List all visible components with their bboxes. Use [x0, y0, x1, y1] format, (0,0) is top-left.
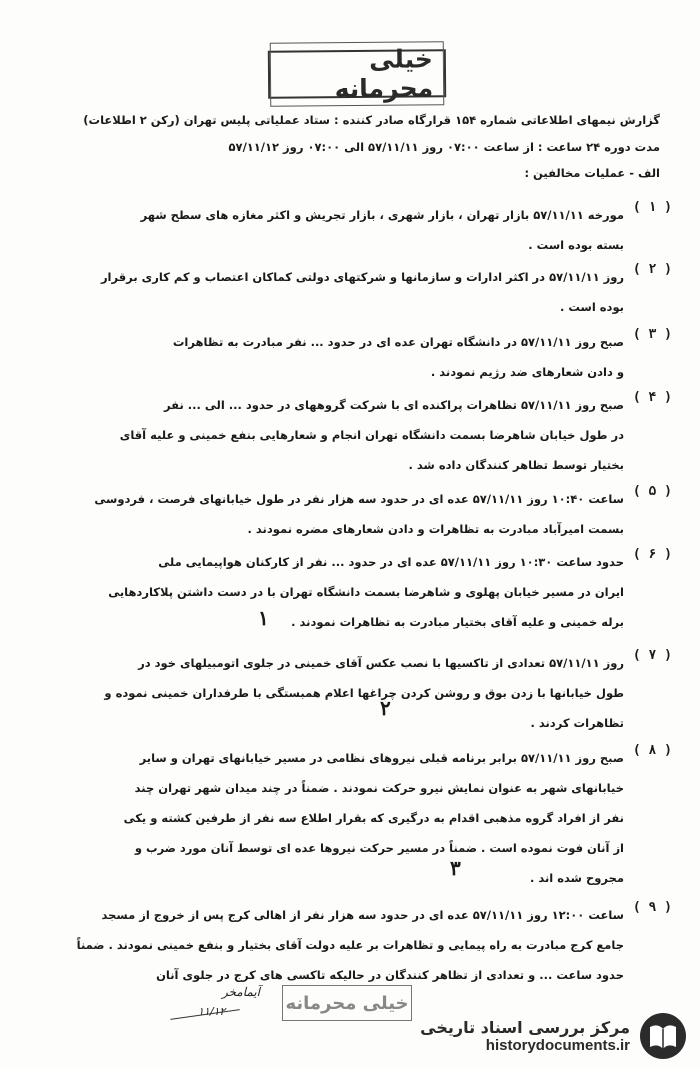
item-line: حدود ساعت ... و تعدادی از تظاهر کنندگان در حالیکه تاکسی های کرج در جلوی آنان	[156, 968, 624, 982]
watermark-text-fa: مرکز بررسی اسناد تاریخی	[420, 1018, 630, 1037]
classification-stamp-text: خیلی محرمانه	[270, 41, 445, 107]
report-period-line: مدت دوره ۲۴ ساعت : از ساعت ۰۷:۰۰ روز ۵۷/۱۱/۱۱ الی ۰۷:۰۰ روز ۵۷/۱۱/۱۲	[228, 140, 660, 154]
item-line: ساعت ۱۲:۰۰ روز ۵۷/۱۱/۱۱ عده ای در حدود سه هزار نفر از اهالی کرج پس از خروج از مسجد	[101, 908, 624, 922]
signature-name: آیمامخر	[221, 985, 260, 999]
item-number: ( ۶ )	[632, 547, 672, 562]
item-line: حدود ساعت ۱۰:۳۰ روز ۵۷/۱۱/۱۱ عده ای در حدود ... نفر از کارکنان هواپیمایی ملی	[158, 555, 624, 569]
item-line: بوده است .	[559, 300, 624, 314]
classification-stamp	[268, 44, 446, 104]
item-number: ( ۹ )	[632, 900, 672, 915]
item-number: ( ۴ )	[632, 390, 672, 405]
item-line: ساعت ۱۰:۴۰ روز ۵۷/۱۱/۱۱ عده ای در حدود سه هزار نفر در طول خیابانهای فرصت ، فردوسی	[94, 492, 624, 506]
item-line: بسمت امیرآباد مبادرت به تظاهرات و دادن شعارهای مضره نمودند .	[247, 522, 624, 536]
item-number: ( ۲ )	[632, 262, 672, 277]
margin-mark-1: ۱	[258, 606, 269, 630]
item-line: بختیار توسط تظاهر کنندگان داده شد .	[408, 458, 624, 472]
item-line: ایران در مسیر خیابان پهلوی و شاهرضا بسمت دانشگاه تهران با در دست داشتن پلاکاردهایی	[108, 585, 624, 599]
signature-date: ۱۱/۱۲	[198, 1005, 226, 1018]
item-line: تظاهرات کردند .	[530, 716, 624, 730]
item-line: بسته بوده است .	[528, 238, 624, 252]
watermark	[398, 1008, 688, 1064]
item-line: مورخه ۵۷/۱۱/۱۱ بازار تهران ، بازار شهری ، بازار تجریش و اکثر مغازه های سطح شهر	[140, 208, 624, 222]
item-number: ( ۱ )	[632, 200, 672, 215]
item-line: جامع کرج مبادرت به راه پیمایی و تظاهرات بر علیه دولت آقای بختیار و بنفع خمینی نمودند . ضمناً	[76, 938, 624, 952]
item-line: طول خیابانها با زدن بوق و روشن کردن چراغها اعلام همبستگی با طرفداران خمینی نموده و	[104, 686, 624, 700]
margin-mark-2: ۲	[380, 696, 391, 720]
item-line: از آنان فوت نموده است . ضمناً در مسیر حرکت نیروها عده ای توسط آنان مورد ضرب و	[134, 841, 624, 855]
report-title-line: گزارش نیمهای اطلاعاتی شماره ۱۵۴ قرارگاه صادر کننده : ستاد عملیاتی پلیس تهران (رکن ۲ اطلاعات)	[83, 113, 660, 127]
section-heading: الف - عملیات مخالفین :	[524, 166, 660, 180]
item-line: برله خمینی و علیه آقای بختیار مبادرت به تظاهرات نمودند .	[291, 615, 624, 629]
item-line: صبح روز ۵۷/۱۱/۱۱ تظاهرات پراکنده ای با شرکت گروههای در حدود ... الی ... نفر	[164, 398, 624, 412]
item-number: ( ۸ )	[632, 743, 672, 758]
book-logo-icon	[638, 1011, 688, 1061]
margin-mark-3: ۳	[450, 856, 461, 880]
item-number: ( ۳ )	[632, 327, 672, 342]
item-line: در طول خیابان شاهرضا بسمت دانشگاه تهران انجام و شعارهایی بنفع خمینی و علیه آقای	[119, 428, 624, 442]
classification-stamp-bottom: خیلی محرمانه	[282, 985, 412, 1021]
item-line: خیابانهای شهر به عنوان نمایش نیرو حرکت نمودند . ضمناً در چند میدان شهر تهران چند	[134, 781, 624, 795]
item-line: روز ۵۷/۱۱/۱۱ تعدادی از تاکسیها با نصب عکس آقای خمینی در جلوی اتومبیلهای خود در	[138, 656, 624, 670]
item-line: صبح روز ۵۷/۱۱/۱۱ برابر برنامه قبلی نیروهای نظامی در مسیر خیابانهای تهران و سایر	[139, 751, 624, 765]
item-line: نفر از افراد گروه مذهبی اقدام به درگیری که بقرار اطلاع سه نفر از طرفین کشته و یکی	[123, 811, 624, 825]
item-line: مجروح شده اند .	[529, 871, 624, 885]
item-number: ( ۵ )	[632, 484, 672, 499]
watermark-text	[420, 1018, 630, 1054]
item-number: ( ۷ )	[632, 648, 672, 663]
item-line: و دادن شعارهای ضد رژیم نمودند .	[430, 365, 624, 379]
watermark-text-en: historydocuments.ir	[485, 1037, 630, 1054]
item-line: روز ۵۷/۱۱/۱۱ در اکثر ادارات و سازمانها و شرکتهای دولتی کماکان اعتصاب و کم کاری برقرار	[100, 270, 624, 284]
signature	[170, 985, 260, 1025]
item-line: صبح روز ۵۷/۱۱/۱۱ در دانشگاه تهران عده ای در حدود ... نفر مبادرت به تظاهرات	[172, 335, 624, 349]
